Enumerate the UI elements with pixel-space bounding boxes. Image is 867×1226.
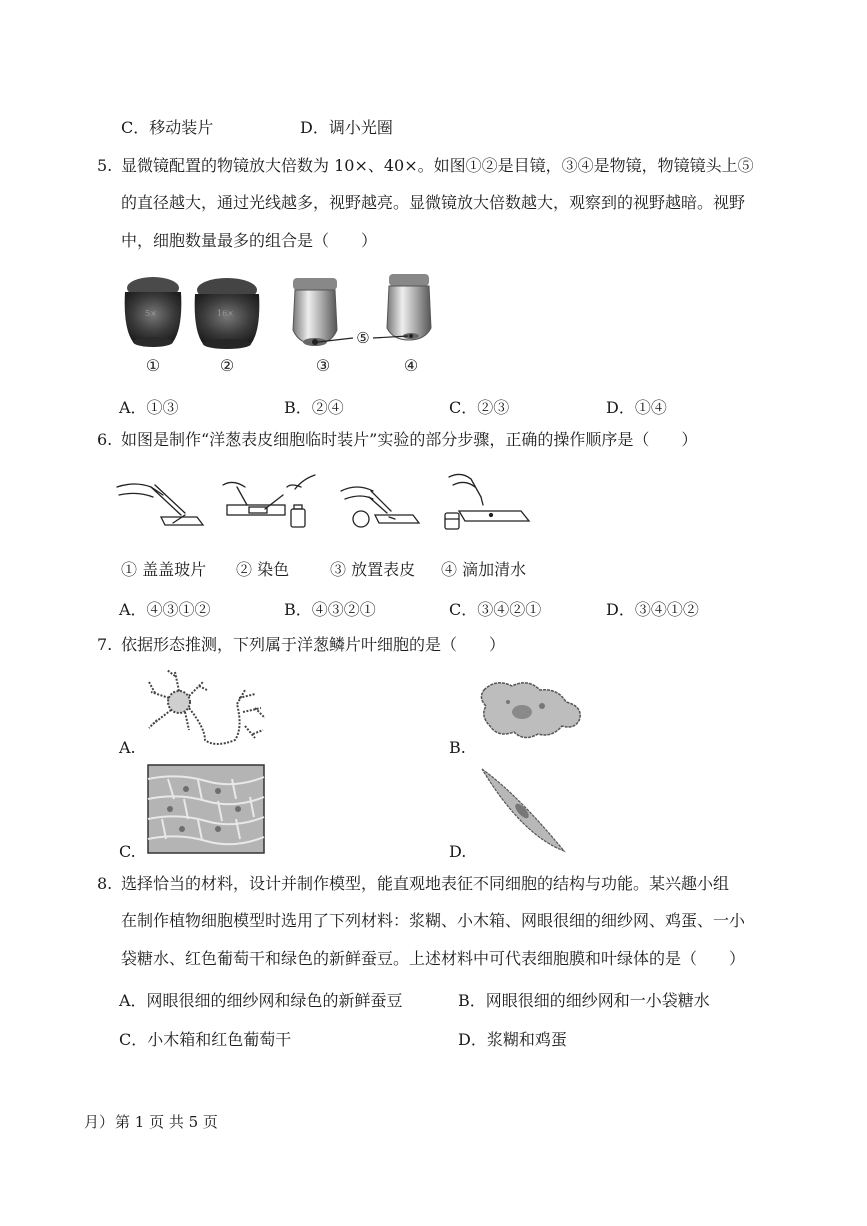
q6-step-4: ④ 滴加清水 bbox=[441, 560, 527, 579]
q5-stem-line-2: 的直径越大，通过光线越多，视野越亮。显微镜放大倍数越大，观察到的视野越暗。视野 bbox=[121, 193, 746, 212]
q6-step-2: ② 染色 bbox=[236, 560, 290, 579]
q5-stem-line-3: 中，细胞数量最多的组合是（ ） bbox=[121, 231, 378, 250]
q5-option-d: D．①④ bbox=[606, 398, 667, 417]
q5-microscope-lens-figure bbox=[115, 270, 445, 380]
q5-number: 5. bbox=[97, 156, 113, 175]
q8-stem-line-2: 在制作植物细胞模型时选用了下列材料：浆糊、小木箱、网眼很细的细纱网、鸡蛋、一小 bbox=[121, 911, 746, 930]
q7-stem: 依据形态推测，下列属于洋葱鳞片叶细胞的是（ ） bbox=[121, 635, 506, 654]
q8-number: 8. bbox=[97, 874, 113, 893]
q7-option-a-neuron-image bbox=[145, 668, 275, 753]
q6-steps-figure bbox=[115, 465, 535, 535]
q7-option-b-irregular-cell-image bbox=[478, 676, 588, 746]
q6-step-3: ③ 放置表皮 bbox=[330, 560, 416, 579]
step-1-cover-slip-illustration bbox=[117, 484, 203, 525]
q8-option-c: C．小木箱和红色葡萄干 bbox=[119, 1030, 292, 1049]
eyepiece-1-mark: 5× bbox=[145, 309, 157, 318]
q8-stem-line-3: 袋糖水、红色葡萄干和绿色的新鲜蚕豆。上述材料中可代表细胞膜和叶绿体的是（ ） bbox=[121, 949, 746, 968]
q4-option-d: D．调小光圈 bbox=[300, 118, 393, 137]
footer-fragment: 月） bbox=[84, 1113, 115, 1131]
step-2-staining-illustration bbox=[223, 475, 315, 527]
q8-option-b: B．网眼很细的细纱网和一小袋糖水 bbox=[458, 991, 710, 1010]
q6-option-c: C．③④②① bbox=[449, 600, 542, 619]
q6-number: 6. bbox=[97, 430, 113, 449]
q6-option-a: A．④③①② bbox=[119, 600, 211, 619]
q4-option-c: C．移动装片 bbox=[121, 118, 214, 137]
label-2: ② bbox=[219, 356, 235, 375]
label-4: ④ bbox=[403, 356, 419, 375]
q6-option-b: B．④③②① bbox=[284, 600, 376, 619]
q5-option-b: B．②④ bbox=[284, 398, 344, 417]
q5-option-a: A．①③ bbox=[119, 398, 179, 417]
q7-label-d: D. bbox=[449, 842, 467, 861]
step-3-placing-epidermis-illustration bbox=[341, 487, 419, 527]
label-5: ⑤ bbox=[356, 329, 370, 347]
q8-option-a: A．网眼很细的细纱网和绿色的新鲜蚕豆 bbox=[119, 991, 403, 1010]
q6-option-d: D．③④①② bbox=[606, 600, 699, 619]
eyepiece-2-mark: 16× bbox=[217, 309, 234, 318]
q5-stem-line-1: 显微镜配置的物镜放大倍数为 10×、40×。如图①②是目镜，③④是物镜，物镜镜头上⑤ bbox=[121, 156, 754, 175]
objective-3 bbox=[293, 278, 337, 346]
label-3: ③ bbox=[315, 356, 331, 375]
q7-number: 7. bbox=[97, 635, 113, 654]
objective-4 bbox=[387, 274, 431, 340]
q8-option-d: D．浆糊和鸡蛋 bbox=[458, 1030, 567, 1049]
q7-option-c-onion-cells-image bbox=[148, 765, 264, 853]
q5-option-c: C．②③ bbox=[449, 398, 510, 417]
step-4-adding-water-illustration bbox=[445, 474, 529, 529]
q6-step-1: ① 盖盖玻片 bbox=[121, 560, 207, 579]
q7-label-b: B. bbox=[449, 738, 466, 757]
page-number: 第 1 页 共 5 页 bbox=[115, 1113, 218, 1131]
eyepiece-1 bbox=[125, 277, 182, 347]
q8-stem-line-1: 选择恰当的材料，设计并制作模型，能直观地表征不同细胞的结构与功能。某兴趣小组 bbox=[121, 874, 730, 893]
eyepiece-2 bbox=[195, 278, 260, 349]
label-1: ① bbox=[145, 356, 161, 375]
q7-option-d-spindle-cell-image bbox=[478, 765, 568, 855]
q6-stem: 如图是制作“洋葱表皮细胞临时装片”实验的部分步骤，正确的操作顺序是（ ） bbox=[121, 430, 698, 449]
q7-label-a: A. bbox=[119, 738, 136, 757]
q7-label-c: C. bbox=[119, 842, 136, 861]
